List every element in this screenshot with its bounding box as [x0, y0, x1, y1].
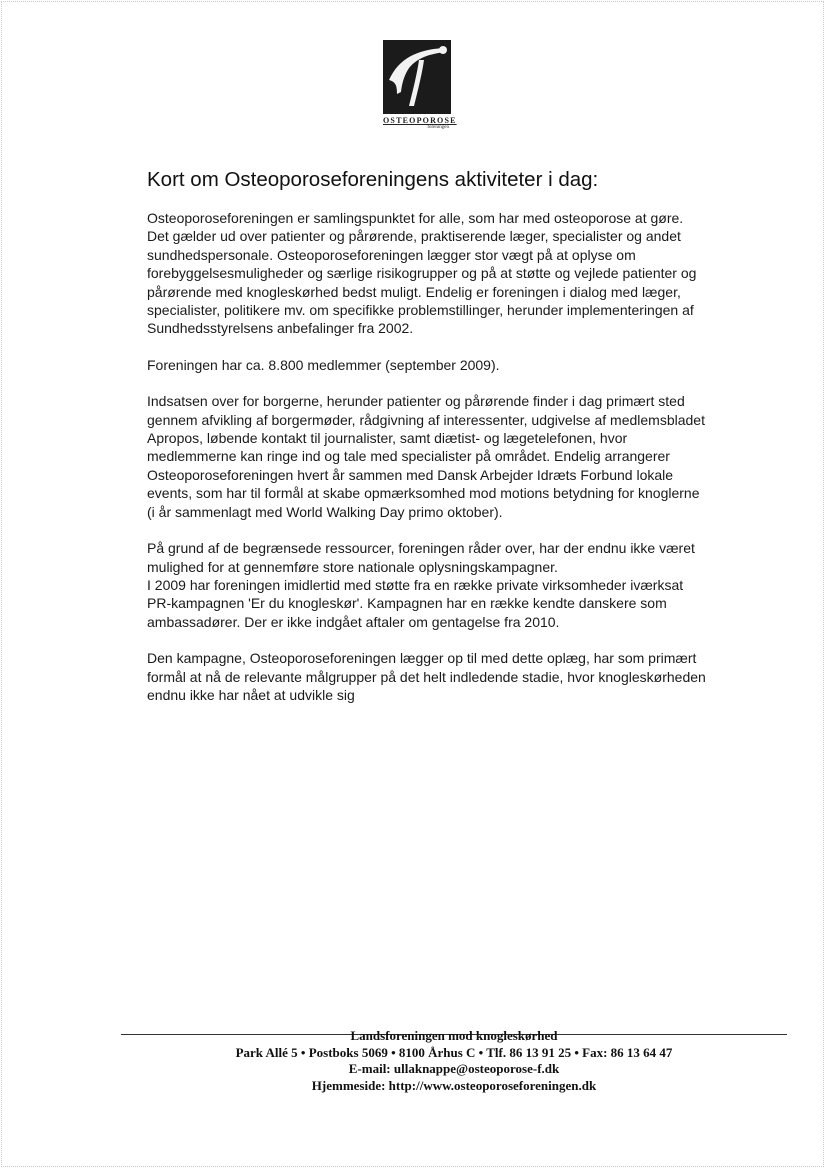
- paragraph-activities: Indsatsen over for borgerne, herunder patienter og pårørende finder i dag primært sted gennem afvikling af borgermøder, rådgivning af interessenter, udgivelse af medlemsbladet Apropos, løbende kontakt til journalister, samt diætist- og lægetelefonen, hvor medlemmerne kan ringe ind og tale med specialister på området. Endelig arrangerer Osteoporoseforeningen hvert år sammen med Dansk Arbejder Idræts Forbund lokale events, som har til formål at skabe opmærksomhed mod motions betydning for knoglerne (i år sammenlagt med World Walking Day primo oktober).: [147, 393, 705, 520]
- paragraph-resources: På grund af de begrænsede ressourcer, foreningen råder over, har der endnu ikke været mulighed for at gennemføre store nationale oplysningskampagner.: [147, 540, 695, 575]
- page-title: Kort om Osteoporoseforeningens aktiviteter i dag:: [147, 168, 599, 191]
- bone-logo-icon: [383, 40, 451, 114]
- footer-email: E-mail: ullaknappe@osteoporose-f.dk: [348, 1061, 560, 1076]
- footer-website: Hjemmeside: http://www.osteoporoseforeningen.dk: [311, 1077, 597, 1093]
- organization-logo: [383, 40, 457, 132]
- footer: [121, 1028, 787, 1094]
- footer-organization: Landsforeningen mod knogleskørhed: [350, 1028, 558, 1043]
- paragraph-campaign-purpose: Den kampagne, Osteoporoseforeningen lægger op til med dette oplæg, har som primært formål at nå de relevante målgrupper på det helt indledende stadie, hvor knogleskørheden endnu ikke har nået at udvikle sig: [147, 650, 706, 703]
- document-body: [147, 209, 707, 722]
- paragraph-campaign-2009: I 2009 har foreningen imidlertid med støtte fra en række private virksomheder iværksat PR-kampagnen 'Er du knogleskør'. Kampagnen har en række kendte danskere som ambassadører. Der er ikke indgået aftaler om gentagelse fra 2010.: [147, 576, 684, 630]
- footer-address: Park Allé 5 • Postboks 5069 • 8100 Århus C • Tlf. 86 13 91 25 • Fax: 86 13 64 47: [235, 1044, 673, 1060]
- logo-name: OSTEOPOROSE: [383, 116, 457, 125]
- paragraph-about: Osteoporoseforeningen er samlingspunktet for alle, som har med osteoporose at gøre. Det gælder ud over patienter og pårørende, praktiserende læger, specialister og andet sundhedspersonale. Osteoporoseforeningen lægger stor vægt på at oplyse om forebyggelsesmuligheder og særlige risikogrupper og på at støtte og vejlede patienter og pårørende med knogleskørhed bedst muligt. Endelig er foreningen i dialog med læger, specialister, politikere mv. om specifikke problemstillinger, herunder implementeringen af Sundhedsstyrelsens anbefalinger fra 2002.: [147, 210, 697, 337]
- paragraph-members: Foreningen har ca. 8.800 medlemmer (september 2009).: [147, 356, 500, 373]
- logo-subtitle: foreningen: [427, 125, 449, 130]
